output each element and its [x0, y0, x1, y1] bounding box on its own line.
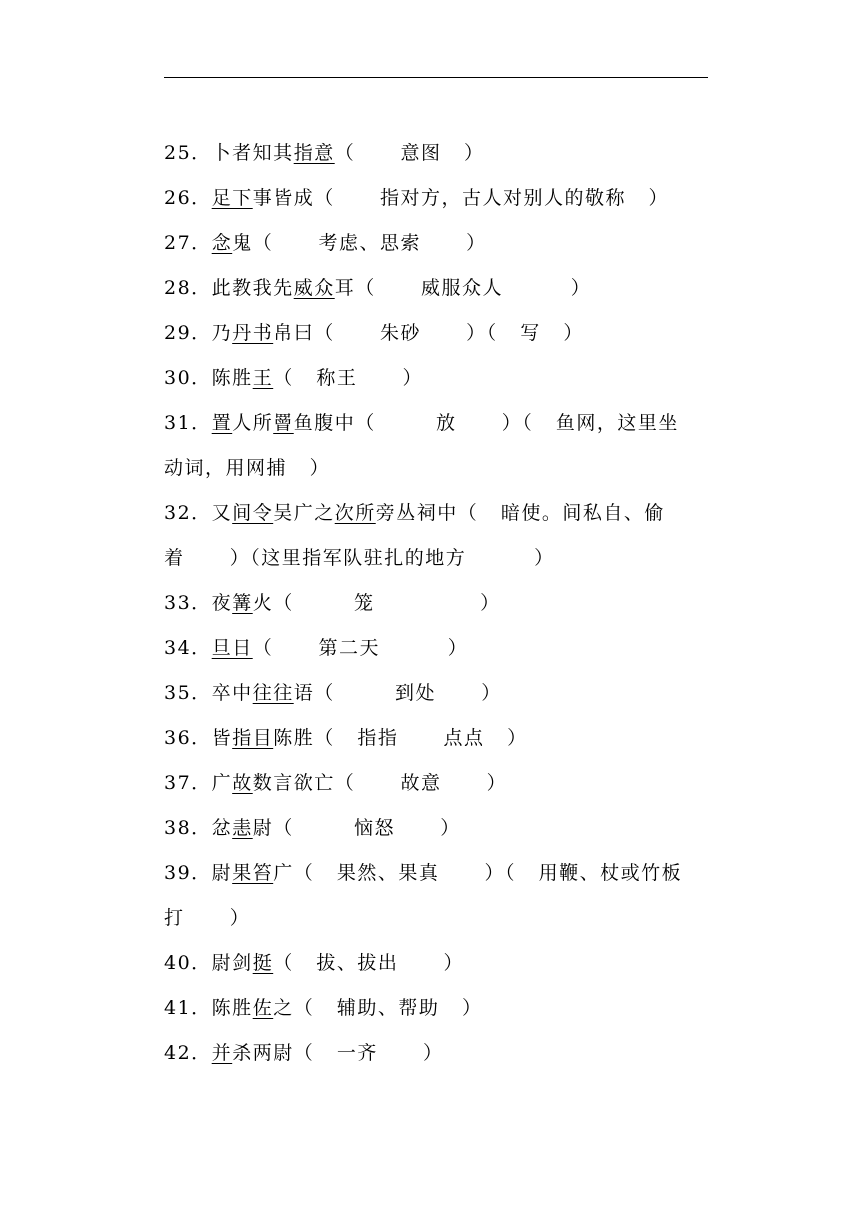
underlined-term: 果笞	[232, 862, 274, 884]
entry-line	[164, 851, 710, 896]
underlined-term: 威众	[293, 277, 335, 299]
entry-line	[164, 761, 710, 806]
entry-text: 31．	[164, 412, 212, 434]
underlined-term: 恚	[232, 817, 253, 839]
entry-text: 38．忿	[164, 817, 233, 839]
entry-line	[164, 131, 710, 176]
entry-line	[164, 176, 710, 221]
underlined-term: 王	[252, 367, 274, 389]
entry-text: 之（ 辅助、帮助 ）	[273, 997, 483, 1019]
entry-line	[164, 401, 710, 446]
vocab-entry	[164, 221, 710, 266]
entry-text: 33．夜	[164, 592, 233, 614]
entry-text: 帛曰（ 朱砂 ）（ 写 ）	[273, 322, 584, 344]
entry-text: 28．此教我先	[164, 277, 294, 299]
entry-text: 25．卜者知其	[164, 142, 294, 164]
underlined-term: 故	[232, 772, 253, 794]
underlined-term: 念	[211, 232, 233, 254]
vocab-entry	[164, 356, 710, 401]
entry-line	[164, 356, 710, 401]
entry-text: 人所	[232, 412, 274, 434]
underlined-term: 丹书	[232, 322, 274, 344]
entry-line	[164, 806, 710, 851]
entry-text: 打 ）	[164, 907, 251, 929]
entry-line	[164, 941, 710, 986]
underlined-term: 并	[211, 1042, 233, 1064]
entry-text: 32．又	[164, 502, 233, 524]
entry-text: 旁丛祠中（ 暗使。间私自、偷	[375, 502, 665, 524]
entry-line	[164, 716, 710, 761]
underlined-term: 指目	[232, 727, 274, 749]
entry-text: 30．陈胜	[164, 367, 253, 389]
entry-text: 尉（ 恼怒 ）	[252, 817, 461, 839]
entry-line	[164, 1031, 710, 1076]
entry-text: 陈胜（ 指指 点点 ）	[273, 727, 528, 749]
underlined-term: 旦日	[211, 637, 253, 659]
vocab-entry	[164, 401, 710, 491]
entry-text: 34．	[164, 637, 212, 659]
entry-text: 鬼（ 考虑、思索 ）	[232, 232, 487, 254]
entry-text: 事皆成（ 指对方，古人对别人的敬称 ）	[252, 187, 670, 209]
underlined-term: 足下	[211, 187, 253, 209]
entry-text: 耳（ 威服众人 ）	[334, 277, 592, 299]
underlined-term: 罾	[273, 412, 294, 434]
vocab-entry	[164, 986, 710, 1031]
entry-text: 40．尉剑	[164, 952, 253, 974]
entry-text: 着 ）（这里指军队驻扎的地方 ）	[164, 547, 555, 569]
entry-text: （ 第二天 ）	[252, 637, 469, 659]
vocab-entry	[164, 851, 710, 941]
entry-text: （ 拔、拔出 ）	[273, 952, 465, 974]
entry-line	[164, 626, 710, 671]
entry-text: 数言欲亡（ 故意 ）	[252, 772, 508, 794]
entry-text: 37．广	[164, 772, 233, 794]
header-rule	[164, 77, 708, 78]
vocab-entry	[164, 311, 710, 356]
vocab-entry	[164, 266, 710, 311]
underlined-term: 佐	[252, 997, 274, 1019]
entry-text: 鱼腹中（ 放 ）（ 鱼网，这里坐	[293, 412, 679, 434]
vocab-entry	[164, 761, 710, 806]
vocab-entry	[164, 176, 710, 221]
underlined-term: 篝	[232, 592, 253, 614]
entry-text: 火（ 笼 ）	[252, 592, 501, 614]
vocab-entry	[164, 626, 710, 671]
vocab-entry	[164, 581, 710, 626]
entry-line	[164, 221, 710, 266]
underlined-term: 间令	[232, 502, 274, 524]
vocab-entry	[164, 716, 710, 761]
underlined-term: 次所	[334, 502, 376, 524]
entry-text: 36．皆	[164, 727, 233, 749]
vocab-entry	[164, 131, 710, 176]
vocab-entry	[164, 671, 710, 716]
entry-text: 吴广之	[273, 502, 335, 524]
entry-text: 语（ 到处 ）	[293, 682, 502, 704]
entry-text: 26．	[164, 187, 212, 209]
entry-line	[164, 896, 710, 941]
entry-text: 广（ 果然、果真 ）（ 用鞭、杖或竹板	[273, 862, 683, 884]
vocab-entry	[164, 1031, 710, 1076]
entry-line	[164, 266, 710, 311]
vocab-entry	[164, 806, 710, 851]
vocab-entry	[164, 941, 710, 986]
underlined-term: 指意	[293, 142, 335, 164]
entry-text: （ 称王 ）	[273, 367, 424, 389]
entry-text: 39．尉	[164, 862, 233, 884]
entry-text: 杀两尉（ 一齐 ）	[232, 1042, 444, 1064]
entry-text: 动词，用网捕 ）	[164, 457, 331, 479]
entry-line	[164, 536, 710, 581]
entry-line	[164, 986, 710, 1031]
entry-line	[164, 671, 710, 716]
entry-line	[164, 446, 710, 491]
vocabulary-list	[164, 131, 710, 1076]
entry-text: 42．	[164, 1042, 212, 1064]
entry-line	[164, 311, 710, 356]
underlined-term: 挺	[252, 952, 274, 974]
entry-line	[164, 581, 710, 626]
vocab-entry	[164, 491, 710, 581]
underlined-term: 往往	[252, 682, 294, 704]
entry-text: 29．乃	[164, 322, 233, 344]
entry-text: 41．陈胜	[164, 997, 253, 1019]
entry-text: 27．	[164, 232, 212, 254]
entry-text: 35．卒中	[164, 682, 253, 704]
entry-line	[164, 491, 710, 536]
entry-text: （ 意图 ）	[334, 142, 485, 164]
underlined-term: 置	[211, 412, 233, 434]
